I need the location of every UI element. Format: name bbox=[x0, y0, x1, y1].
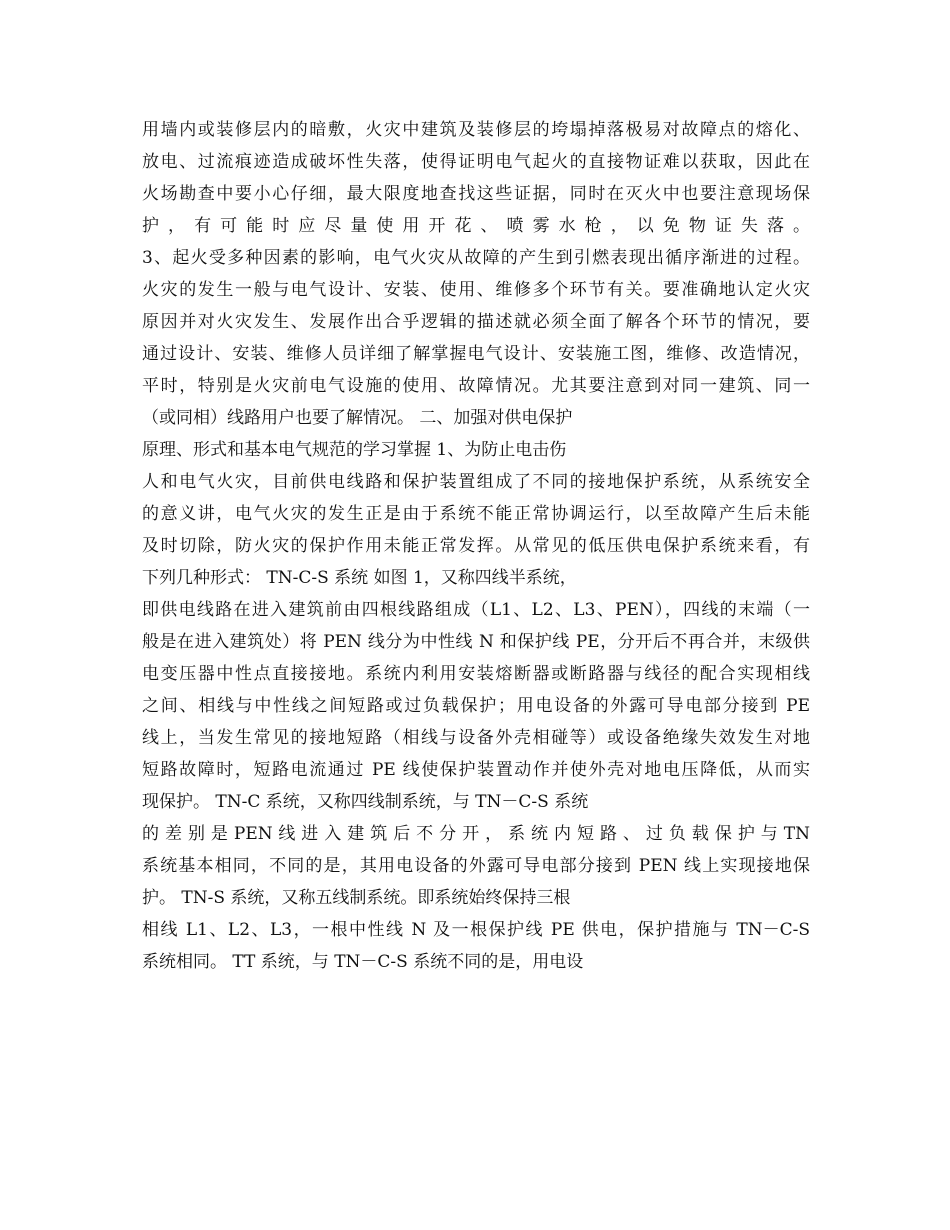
body-text bbox=[142, 114, 810, 978]
text-line-24: 系统基本相同，不同的是，其用电设备的外露可导电部分接到 PEN 线上实现接地保 bbox=[142, 856, 810, 876]
text-line-22: 现保护。 TN-C 系统，又称四线制系统，与 TN－C-S 系统 bbox=[142, 792, 589, 812]
text-line-7: 原因并对火灾发生、发展作出合乎逻辑的描述就必须全面了解各个环节的情况，要 bbox=[142, 312, 810, 332]
text-line-14: 及时切除，防火灾的保护作用未能正常发挥。从常见的低压供电保护系统来看，有 bbox=[142, 536, 810, 556]
text-line-25: 护。 TN-S 系统，又称五线制系统。即系统始终保持三根 bbox=[142, 888, 571, 908]
text-line-27: 系统相同。 TT 系统，与 TN－C-S 系统不同的是，用电设 bbox=[142, 952, 584, 972]
text-line-13: 的意义讲，电气火灾的发生正是由于系统不能正常协调运行，以至故障产生后未能 bbox=[142, 504, 810, 524]
text-line-16: 即供电线路在进入建筑前由四根线路组成（L1、L2、L3、PEN），四线的末端（一 bbox=[142, 600, 810, 620]
text-line-1: 用墙内或装修层内的暗敷，火灾中建筑及装修层的垮塌掉落极易对故障点的熔化、 bbox=[142, 120, 810, 140]
text-line-17: 般是在进入建筑处）将 PEN 线分为中性线 N 和保护线 PE，分开后不再合并，末级供 bbox=[142, 632, 810, 652]
text-line-12: 人和电气火灾，目前供电线路和保护装置组成了不同的接地保护系统，从系统安全 bbox=[142, 472, 810, 492]
text-line-11: 原理、形式和基本电气规范的学习掌握 1、为防止电击伤 bbox=[142, 440, 567, 460]
text-line-26: 相线 L1、L2、L3，一根中性线 N 及一根保护线 PE 供电，保护措施与 TN－C-S bbox=[142, 920, 810, 940]
text-line-23: 的 差 别 是 PEN 线 进 入 建 筑 后 不 分 开 ， 系 统 内 短 路 、 过 负 载 保 护 与 TN bbox=[142, 824, 810, 844]
text-line-18: 电变压器中性点直接接地。系统内利用安装熔断器或断路器与线径的配合实现相线 bbox=[142, 664, 810, 684]
text-line-21: 短路故障时，短路电流通过 PE 线使保护装置动作并使外壳对地电压降低，从而实 bbox=[142, 760, 810, 780]
text-line-19: 之间、相线与中性线之间短路或过负载保护；用电设备的外露可导电部分接到 PE bbox=[142, 696, 810, 716]
text-line-9: 平时，特别是火灾前电气设施的使用、故障情况。尤其要注意到对同一建筑、同一 bbox=[142, 376, 810, 396]
text-line-3: 火场勘查中要小心仔细，最大限度地查找这些证据，同时在灭火中也要注意现场保 bbox=[142, 184, 810, 204]
text-line-15: 下列几种形式： TN-C-S 系统 如图 1，又称四线半系统， bbox=[142, 568, 577, 588]
text-line-8: 通过设计、安装、维修人员详细了解掌握电气设计、安装施工图，维修、改造情况， bbox=[142, 344, 810, 364]
text-line-10: （或同相）线路用户也要了解情况。 二、加强对供电保护 bbox=[142, 408, 573, 428]
text-line-5: 3、起火受多种因素的影响，电气火灾从故障的产生到引燃表现出循序渐进的过程。 bbox=[142, 248, 810, 268]
text-line-4: 护 ， 有 可 能 时 应 尽 量 使 用 开 花 、 喷 雾 水 枪 ， 以 免 物 证 失 落 。 bbox=[142, 216, 810, 236]
text-line-2: 放电、过流痕迹造成破坏性失落，使得证明电气起火的直接物证难以获取，因此在 bbox=[142, 152, 810, 172]
text-line-20: 线上，当发生常见的接地短路（相线与设备外壳相碰等）或设备绝缘失效发生对地 bbox=[142, 728, 810, 748]
text-line-6: 火灾的发生一般与电气设计、安装、使用、维修多个环节有关。要准确地认定火灾 bbox=[142, 280, 810, 300]
